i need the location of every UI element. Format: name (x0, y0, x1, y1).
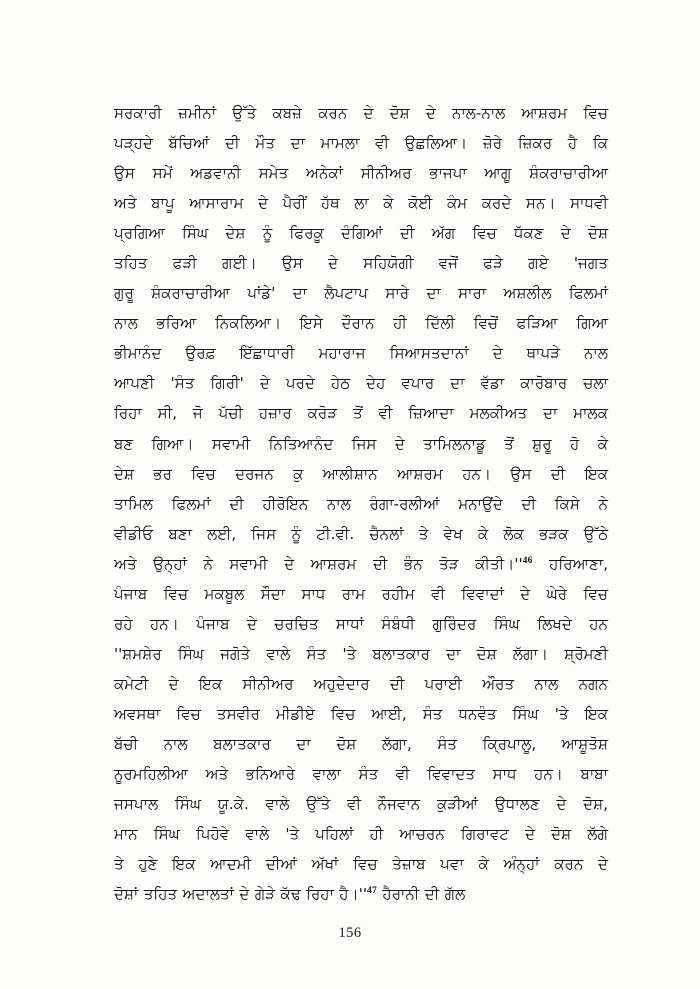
text-line: ਨੂਰਮਹਿਲੀਆ ਅਤੇ ਭਨਿਆਰੇ ਵਾਲਾ ਸੰਤ ਵੀ ਵਿਵਾਦਤ ਸਾਧ ਹਨ। ਬਾਬਾ (114, 765, 608, 784)
text-line: ਰਹੇ ਹਨ। ਪੰਜਾਬ ਦੇ ਚਰਚਿਤ ਸਾਧਾਂ ਸੰਬੰਧੀ ਗੁਰਿੰਦਰ ਸਿੰਘ ਲਿਖਦੇ ਹਨ (114, 614, 608, 633)
text-line-with-footnote-46: ਅਤੇ ਉਨ੍ਹਾਂ ਨੇ ਸਵਾਮੀ ਦੇ ਆਸ਼ਰਮ ਦੀ ਭੰਨ ਤੋੜ ਕੀਤੀ।''$^{46}$ ਹਰਿਆਣਾ, (114, 554, 608, 573)
text-line: ਵੀਡੀਓ ਬਣਾ ਲਈ, ਜਿਸ ਨੂੰ ਟੀ.ਵੀ. ਚੈਨਲਾਂ ਤੇ ਵੇਖ ਕੇ ਲੋਕ ਭੜਕ ਉੱਠੇ (114, 524, 608, 543)
text-line-with-footnote-47: ਦੋਸ਼ਾਂ ਤਹਿਤ ਅਦਾਲਤਾਂ ਦੇ ਗੇੜੇ ਕੱਢ ਰਿਹਾ ਹੈ।''$^{47}$ ਹੈਰਾਨੀ ਦੀ ਗੱਲ (114, 885, 466, 904)
text-line: ਪੰਜਾਬ ਵਿਚ ਮਕਬੂਲ ਸੌਦਾ ਸਾਧ ਰਾਮ ਰਹੀਮ ਵੀ ਵਿਵਾਦਾਂ ਦੇ ਘੇਰੇ ਵਿਚ (114, 584, 608, 603)
body-text-block (114, 98, 608, 909)
text-line: ਆਪਣੀ 'ਸੰਤ ਗਿਰੀ' ਦੇ ਪਰਦੇ ਹੇਠ ਦੇਹ ਵਪਾਰ ਦਾ ਵੱਡਾ ਕਾਰੋਬਾਰ ਚਲਾ (114, 374, 608, 393)
text-line: ਬਣ ਗਿਆ। ਸਵਾਮੀ ਨਿਤਿਆਨੰਦ ਜਿਸ ਦੇ ਤਾਮਿਲਨਾਡੂ ਤੋਂ ਸ਼ੁਰੂ ਹੋ ਕੇ (114, 434, 608, 453)
text-line: ਨਾਲ ਭਰਿਆ ਨਿਕਲਿਆ। ਇਸੇ ਦੌਰਾਨ ਹੀ ਦਿੱਲੀ ਵਿਚੋਂ ਫੜਿਆ ਗਿਆ (114, 314, 608, 333)
text-line: ਜਸਪਾਲ ਸਿੰਘ ਯੂ.ਕੇ. ਵਾਲੇ ਉੱਤੇ ਵੀ ਨੌਜਵਾਨ ਕੁੜੀਆਂ ਉਧਾਲਣ ਦੇ ਦੋਸ਼, (114, 795, 608, 814)
text-line: ''ਸ਼ਮਸ਼ੇਰ ਸਿੰਘ ਜਗੋਤੇ ਵਾਲੇ ਸੰਤ 'ਤੇ ਬਲਾਤਕਾਰ ਦਾ ਦੋਸ਼ ਲੱਗਾ। ਸ਼੍ਰੋਮਣੀ (114, 644, 608, 663)
footnote-reference: 47 (367, 885, 378, 897)
text-line: ਮਾਨ ਸਿੰਘ ਪਿਹੋਵੇ ਵਾਲੇ 'ਤੇ ਪਹਿਲਾਂ ਹੀ ਆਚਰਨ ਗਿਰਾਵਟ ਦੇ ਦੋਸ਼ ਲੱਗੇ (114, 825, 608, 844)
text-line: ਉਸ ਸਮੇਂ ਅਡਵਾਨੀ ਸਮੇਤ ਅਨੇਕਾਂ ਸੀਨੀਅਰ ਭਾਜਪਾ ਆਗੂ ਸ਼ੰਕਰਾਚਾਰੀਆ (114, 164, 608, 183)
footnote-reference: 46 (522, 554, 533, 566)
page-number: 156 (338, 925, 362, 941)
text-line: ਅਵਸਥਾ ਵਿਚ ਤਸਵੀਰ ਮੀਡੀਏ ਵਿਚ ਆਈ, ਸੰਤ ਧਨਵੰਤ ਸਿੰਘ 'ਤੇ ਇਕ (114, 704, 608, 723)
text-line: ਅਤੇ ਬਾਪੂ ਆਸਾਰਾਮ ਦੇ ਪੈਰੀਂ ਹੱਥ ਲਾ ਕੇ ਕੋਈ ਕੰਮ ਕਰਦੇ ਸਨ। ਸਾਧਵੀ (114, 194, 608, 213)
text-line: ਬੱਚੀ ਨਾਲ ਬਲਾਤਕਾਰ ਦਾ ਦੋਸ਼ ਲੱਗਾ, ਸੰਤ ਕ੍ਰਿਪਾਲੂ, ਆਸ਼ੂਤੋਸ਼ (114, 734, 608, 753)
text-line: ਪ੍ਰਗਿਆ ਸਿੰਘ ਦੇਸ਼ ਨੂੰ ਫਿਰਕੂ ਦੰਗਿਆਂ ਦੀ ਅੱਗ ਵਿਚ ਧੱਕਣ ਦੇ ਦੋਸ਼ (114, 224, 608, 243)
text-line: ਭੀਮਾਨੰਦ ਉਰਫ਼ ਇੱਛਾਧਾਰੀ ਮਹਾਰਾਜ ਸਿਆਸਤਦਾਨਾਂ ਦੇ ਥਾਪੜੇ ਨਾਲ (114, 344, 608, 363)
text-line: ਤੇ ਹੁਣੇ ਇਕ ਆਦਮੀ ਦੀਆਂ ਅੱਖਾਂ ਵਿਚ ਤੇਜ਼ਾਬ ਪਵਾ ਕੇ ਅੰਨ੍ਹਾਂ ਕਰਨ ਦੇ (114, 855, 608, 874)
text-line: ਤਹਿਤ ਫੜੀ ਗਈ। ਉਸ ਦੇ ਸਹਿਯੋਗੀ ਵਜੋਂ ਫੜੇ ਗਏ 'ਜਗਤ (114, 254, 608, 273)
text-line: ਦੇਸ਼ ਭਰ ਵਿਚ ਦਰਜਨ ਕੁ ਆਲੀਸ਼ਾਨ ਆਸ਼ਰਮ ਹਨ। ਉਸ ਦੀ ਇਕ (114, 464, 608, 483)
text-line: ਪੜ੍ਹਦੇ ਬੱਚਿਆਂ ਦੀ ਮੌਤ ਦਾ ਮਾਮਲਾ ਵੀ ਉਛਲਿਆ। ਜ਼ੋਰੇ ਜ਼ਿਕਰ ਹੈ ਕਿ (114, 134, 608, 153)
text-line: ਤਾਮਿਲ ਫਿਲਮਾਂ ਦੀ ਹੀਰੋਇਨ ਨਾਲ ਰੰਗਾ-ਰਲੀਆਂ ਮਨਾਉਂਦੇ ਦੀ ਕਿਸੇ ਨੇ (114, 494, 608, 513)
text-line: ਗੁਰੂ ਸ਼ੰਕਰਾਚਾਰੀਆ ਪਾਂਡੇ' ਦਾ ਲੈਪਟਾਪ ਸਾਰੇ ਦਾ ਸਾਰਾ ਅਸ਼ਲੀਲ ਫਿਲਮਾਂ (114, 284, 608, 303)
text-line: ਰਿਹਾ ਸੀ, ਜੋ ਪੱਚੀ ਹਜ਼ਾਰ ਕਰੋੜ ਤੋਂ ਵੀ ਜ਼ਿਆਦਾ ਮਲਕੀਅਤ ਦਾ ਮਾਲਕ (114, 404, 608, 423)
text-line: ਸਰਕਾਰੀ ਜ਼ਮੀਨਾਂ ਉੱਤੇ ਕਬਜ਼ੇ ਕਰਨ ਦੇ ਦੋਸ਼ ਦੇ ਨਾਲ-ਨਾਲ ਆਸ਼ਰਮ ਵਿਚ (114, 104, 608, 122)
paragraph-body (114, 98, 608, 909)
text-line: ਕਮੇਟੀ ਦੇ ਇਕ ਸੀਨੀਅਰ ਅਹੁਦੇਦਾਰ ਦੀ ਪਰਾਈ ਔਰਤ ਨਾਲ ਨਗਨ (114, 674, 608, 693)
